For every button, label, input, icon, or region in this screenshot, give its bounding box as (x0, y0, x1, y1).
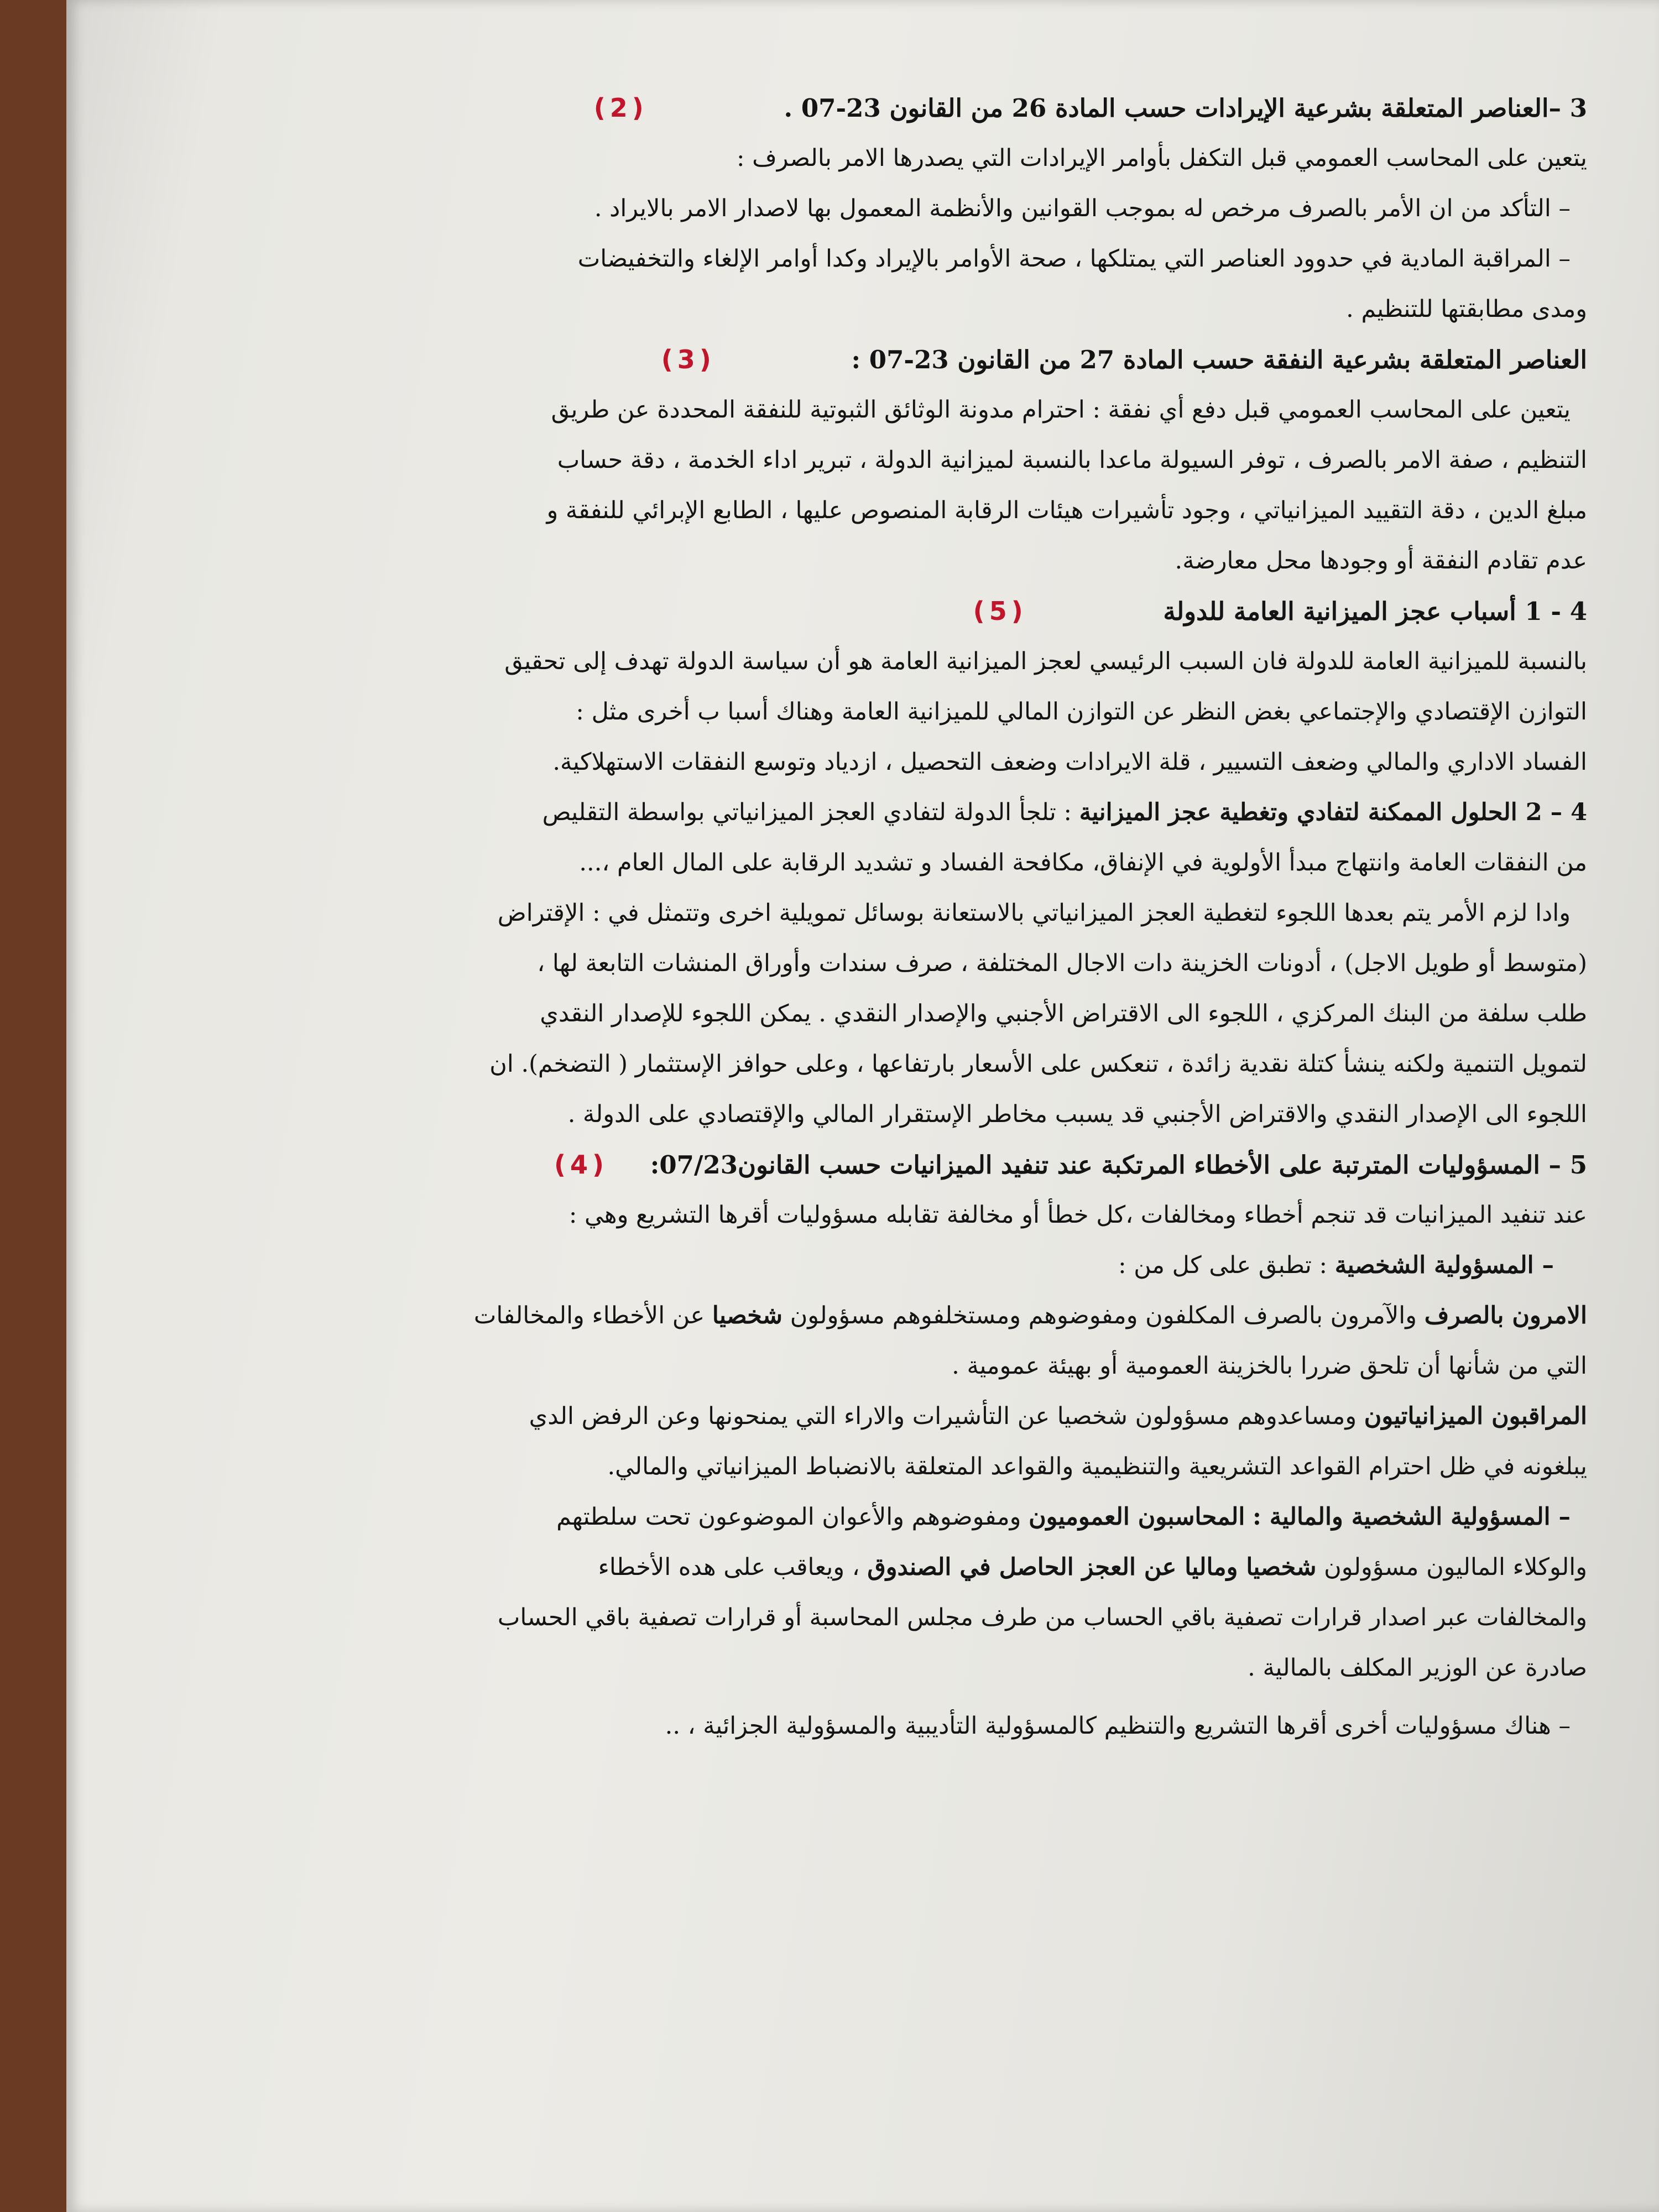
paragraph-line: الامرون بالصرف والآمرون بالصرف المكلفون ومفوضوهم ومستخلفوهم مسؤولون شخصيا عن الأخطاء والمخالفات (473, 1302, 1587, 1329)
margin-mark-2: (2) (593, 93, 648, 123)
paragraph-line: – المسؤولية الشخصية : تطبق على كل من : (1118, 1251, 1554, 1279)
paragraph-line: والمخالفات عبر اصدار قرارات تصفية باقي الحساب من طرف مجلس المحاسبة أو قرارات تصفية باقي الحساب (497, 1604, 1587, 1631)
paragraph-line: المراقبون الميزانياتيون ومساعدوهم مسؤولون شخصيا عن التأشيرات والاراء التي يمنحونها وعن الرفض الدي (529, 1402, 1587, 1430)
paragraph-line: طلب سلفة من البنك المركزي ، اللجوء الى الاقتراض الأجنبي والإصدار النقدي . يمكن اللجوء للإصدار النقدي (540, 1000, 1587, 1027)
paragraph-line: الفساد الاداري والمالي وضعف التسيير ، قلة الايرادات وضعف التحصيل ، ازدياد وتوسع النفقات الاستهلاكية. (552, 748, 1587, 776)
section-4-1-heading: 4 - 1 أسباب عجز الميزانية العامة للدولة (5) (177, 586, 1587, 637)
paragraph-line: التوازن الإقتصادي والإجتماعي بغض النظر عن التوازن المالي للميزانية العامة وهناك أسبا ب أخرى مثل : (576, 698, 1587, 726)
section-3-heading: 3 –العناصر المتعلقة بشرعية الإيرادات حسب المادة 26 من القانون 23-07 . (2) (177, 83, 1587, 133)
paragraph-line: – المراقبة المادية في حدوود العناصر التي يمتلكها ، صحة الأوامر بالإيراد وكدا أوامر الإلغاء والتخفيضات (577, 245, 1571, 273)
section-4-2-line: 4 – 2 الحلول الممكنة لتفادي وتغطية عجز الميزانية : تلجأ الدولة لتفادي العجز الميزانياتي بواسطة التقليص (542, 799, 1587, 826)
margin-mark-4: (4) (554, 1150, 609, 1180)
paragraph-line: عدم تقادم النفقة أو وجودها محل معارضة. (1175, 547, 1587, 575)
paragraph-line: (متوسط أو طويل الاجل) ، أدونات الخزينة دات الاجال المختلفة ، صرف سندات وأوراق المنشات التابعة لها ، (537, 950, 1587, 977)
paragraph-line: صادرة عن الوزير المكلف بالمالية . (1248, 1654, 1587, 1682)
paragraph-line: والوكلاء الماليون مسؤولون شخصيا وماليا عن العجز الحاصل في الصندوق ، ويعاقب على هده الأخطاء (598, 1553, 1587, 1581)
paragraph-line: مبلغ الدين ، دقة التقييد الميزانياتي ، وجود تأشيرات هيئات الرقابة المنصوص عليها ، الطابع الإبرائي للنفقة و (546, 497, 1587, 524)
paragraph-line: عند تنفيد الميزانيات قد تنجم أخطاء ومخالفات ،كل خطأ أو مخالفة تقابله مسؤوليات أقرها التشريع وهي : (568, 1201, 1587, 1229)
paragraph-line: – المسؤولية الشخصية والمالية : المحاسبون العموميون ومفوضوهم والأعوان الموضوعون تحت سلطتهم (556, 1503, 1571, 1531)
paragraph-line: – التأكد من ان الأمر بالصرف مرخص له بموجب القوانين والأنظمة المعمول بها لاصدار الامر بالايراد . (594, 195, 1571, 222)
section-expense-heading: العناصر المتعلقة بشرعية النفقة حسب المادة 27 من القانون 23-07 : (3) (177, 335, 1587, 385)
document-page (66, 0, 1659, 2212)
paragraph-line: اللجوء الى الإصدار النقدي والاقتراض الأجنبي قد يسبب مخاطر الإستقرار المالي والإقتصادي على الدولة . (567, 1100, 1587, 1128)
paragraph-line: ومدى مطابقتها للتنظيم . (1346, 295, 1587, 323)
paragraph-line: – هناك مسؤوليات أخرى أقرها التشريع والتنظيم كالمسؤولية التأديبية والمسؤولية الجزائية ، .. (665, 1712, 1571, 1740)
margin-mark-5: (5) (973, 596, 1027, 626)
paragraph-line: التنظيم ، صفة الامر بالصرف ، توفر السيولة ماعدا بالنسبة لميزانية الدولة ، تبرير اداء الخدمة ، دقة حساب (557, 446, 1587, 474)
document-body (177, 83, 1587, 1751)
paragraph-line: من النفقات العامة وانتهاج مبدأ الأولوية في الإنفاق، مكافحة الفساد و تشديد الرقابة على المال العام ،... (579, 849, 1587, 877)
paragraph-line: يتعين على المحاسب العمومي قبل التكفل بأوامر الإيرادات التي يصدرها الامر بالصرف : (736, 144, 1587, 172)
paragraph-line: بالنسبة للميزانية العامة للدولة فان السبب الرئيسي لعجز الميزانية العامة هو أن سياسة الدولة تهدف إلى تحقيق (504, 648, 1587, 675)
personal-financial-liability-label: – المسؤولية الشخصية والمالية : (1252, 1503, 1571, 1531)
section-5-heading: 5 – المسؤوليات المترتبة على الأخطاء المرتكبة عند تنفيد الميزانيات حسب القانون07/23: (4) (177, 1140, 1587, 1190)
margin-mark-3: (3) (661, 345, 716, 374)
section-4-2-heading: 4 – 2 الحلول الممكنة لتفادي وتغطية عجز الميزانية (1079, 799, 1587, 826)
paragraph-line: يبلغونه في ظل احترام القواعد التشريعية والتنظيمية والقواعد المتعلقة بالانضباط الميزانياتي والمالي. (607, 1453, 1587, 1480)
paragraph-line: وادا لزم الأمر يتم بعدها اللجوء لتغطية العجز الميزانياتي بالاستعانة بوسائل تمويلية اخرى وتتمثل في : الإقتراض (497, 899, 1571, 927)
paragraph-line: التي من شأنها أن تلحق ضررا بالخزينة العمومية أو بهيئة عمومية . (952, 1352, 1587, 1380)
personal-liability-label: – المسؤولية الشخصية (1334, 1251, 1554, 1279)
paragraph-line: يتعين على المحاسب العمومي قبل دفع أي نفقة : احترام مدونة الوثائق الثبوتية للنفقة المحددة عن طريق (551, 396, 1571, 424)
paragraph-line: لتمويل التنمية ولكنه ينشأ كتلة نقدية زائدة ، تنعكس على الأسعار بارتفاعها ، وعلى حوافز الإستثمار ( التضخم). ان (489, 1050, 1587, 1078)
